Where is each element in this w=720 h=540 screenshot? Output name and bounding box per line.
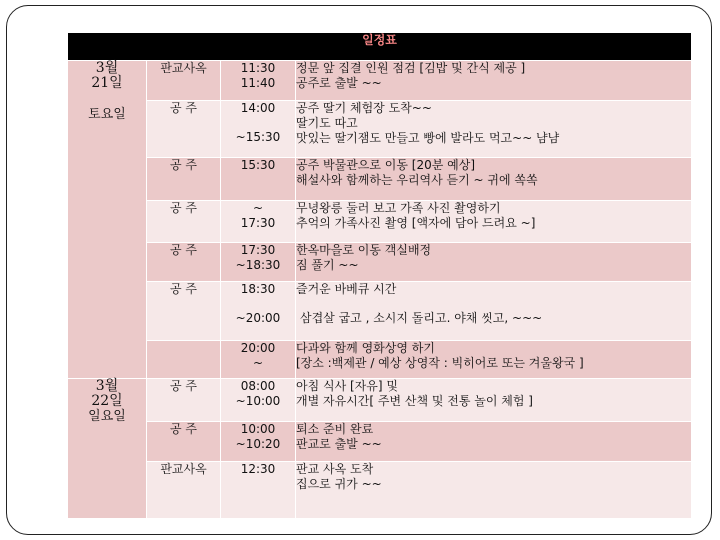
activity-cell: [296, 158, 692, 201]
place-cell: 공 주: [147, 201, 221, 243]
date-weekday: 일요일: [88, 409, 126, 424]
place-cell: 판교사옥: [147, 61, 221, 101]
time-cell: [221, 201, 296, 243]
time-end: 11:40: [240, 76, 276, 90]
activity-cell: [296, 422, 692, 462]
date-cell-day1: [68, 61, 147, 379]
activity-line: 추억의 가족사진 촬영 [액자에 담아 드려요 ~]: [296, 216, 536, 230]
activity-line: 맛있는 딸기잼도 만들고 빵에 발라도 먹고~~ 냠냠: [296, 131, 560, 145]
time-start: 15:30: [240, 158, 276, 172]
time-start: 20:00: [240, 341, 276, 355]
header-row: [68, 33, 692, 61]
time-start: 08:00: [240, 379, 276, 393]
activity-cell: [296, 341, 692, 379]
activity-cell: [296, 243, 692, 282]
activity-cell: [296, 379, 692, 422]
activity-line: 다과와 함께 영화상영 하기: [296, 341, 435, 355]
date-day: 21일: [91, 75, 123, 91]
activity-line: [장소 :백제관 / 예상 상영작 : 빅히어로 또는 겨울왕국 ]: [296, 356, 584, 370]
table-row: [68, 101, 692, 158]
time-end: ~20:00: [235, 311, 281, 325]
time-start: 11:30: [240, 61, 276, 75]
activity-line: 딸기도 따고: [296, 116, 358, 130]
time-tilde: ~: [252, 201, 264, 215]
time-end: ~10:20: [235, 437, 281, 451]
activity-line: 무녕왕릉 둘러 보고 가족 사진 촬영하기: [296, 201, 501, 215]
time-cell: [221, 341, 296, 379]
table-row: [68, 379, 692, 422]
activity-line: 공주로 출발 ~~: [296, 76, 382, 90]
time-cell: [221, 61, 296, 101]
place-cell: [147, 341, 221, 379]
activity-cell: [296, 462, 692, 519]
time-end: ~15:30: [235, 130, 281, 144]
time-start: 17:30: [240, 243, 276, 257]
activity-line: 판교 사옥 도착: [296, 462, 374, 476]
activity-line: 정문 앞 집결 인원 점검 [김밥 및 간식 제공 ]: [296, 61, 526, 75]
date-weekday: 토요일: [88, 107, 126, 122]
activity-line: 아침 식사 [자유] 및: [296, 379, 398, 393]
time-end: 17:30: [240, 216, 276, 230]
time-end: ~10:00: [235, 394, 281, 408]
activity-line: 즐거운 바베큐 시간: [296, 282, 397, 296]
schedule-table: [67, 32, 692, 519]
place-cell: 공 주: [147, 101, 221, 158]
table-row: [68, 462, 692, 519]
time-start: 12:30: [240, 462, 276, 476]
activity-line: 해설사와 함께하는 우리역사 듣기 ~ 귀에 쏙쏙: [296, 173, 538, 187]
table-row: [68, 201, 692, 243]
time-cell: [221, 422, 296, 462]
table-row: [68, 422, 692, 462]
table-row: [68, 158, 692, 201]
time-cell: [221, 158, 296, 201]
place-cell: 공 주: [147, 243, 221, 282]
time-cell: [221, 462, 296, 519]
date-cell-day2: [68, 379, 147, 519]
time-cell: [221, 243, 296, 282]
place-cell: 공 주: [147, 422, 221, 462]
time-cell: [221, 101, 296, 158]
activity-line: 한옥마을로 이동 객실배정: [296, 243, 432, 257]
table-row: [68, 243, 692, 282]
date-month: 3월: [95, 60, 119, 76]
activity-line: 집으로 귀가 ~~: [296, 477, 382, 491]
activity-cell: [296, 282, 692, 341]
time-start: 18:30: [240, 282, 276, 296]
place-cell: 판교사옥: [147, 462, 221, 519]
activity-line: 퇴소 준비 완료: [296, 422, 374, 436]
table-row: [68, 61, 692, 101]
time-start: 14:00: [240, 101, 276, 115]
place-cell: 공 주: [147, 282, 221, 341]
activity-line: 삼겹살 굽고 , 소시지 돌리고. 야채 씻고, ~~~: [300, 311, 543, 325]
table-title: 일정표: [68, 33, 692, 61]
place-cell: 공 주: [147, 379, 221, 422]
date-day: 22일: [91, 393, 123, 409]
slide-frame: [6, 5, 712, 535]
time-end: ~18:30: [235, 258, 281, 272]
activity-cell: [296, 101, 692, 158]
activity-line: 공주 딸기 체험장 도착~~: [296, 101, 432, 115]
time-end: ~: [252, 356, 264, 370]
activity-line: 공주 박물관으로 이동 [20분 예상]: [296, 158, 475, 172]
time-cell: [221, 379, 296, 422]
place-cell: 공 주: [147, 158, 221, 201]
activity-line: 개별 자유시간[ 주변 산책 및 전통 놀이 체험 ]: [296, 394, 533, 408]
time-cell: [221, 282, 296, 341]
time-start: 10:00: [240, 422, 276, 436]
activity-cell: [296, 61, 692, 101]
table-row: [68, 282, 692, 341]
activity-cell: [296, 201, 692, 243]
activity-line: 판교로 출발 ~~: [296, 437, 382, 451]
table-row: [68, 341, 692, 379]
activity-line: 짐 풀기 ~~: [296, 258, 359, 272]
date-month: 3월: [95, 378, 119, 394]
